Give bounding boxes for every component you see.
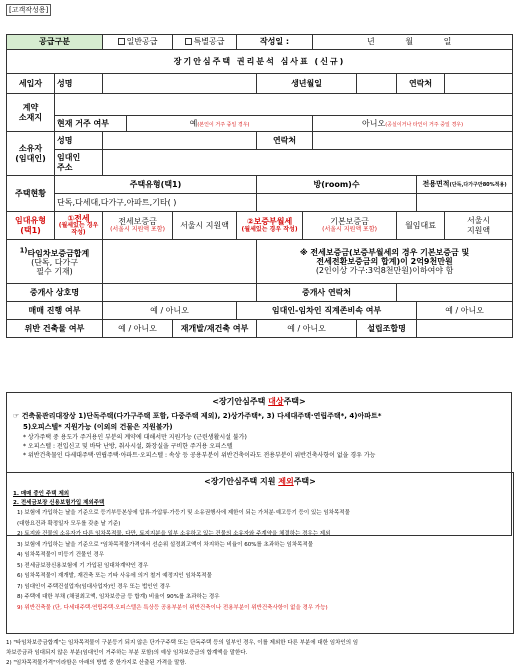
owner-address-field[interactable]	[103, 150, 513, 176]
tenant-birth-field[interactable]	[357, 74, 397, 94]
exclude-item: 4) 임차목적물이 미등기 건물인 경우	[17, 552, 105, 558]
tenant-name-field[interactable]	[103, 74, 257, 94]
jeonse-deposit-label: 전세보증금 (서울시 지원액 포함)	[103, 212, 173, 240]
exclude-item: (대항요건과 확정일자 모두를 갖춘 날 기준)	[17, 520, 121, 527]
relative-label: 임대인-임차인 직계존비속 여부	[237, 302, 417, 320]
owner-contact-field[interactable]	[313, 132, 513, 150]
written-date-field[interactable]: 년 월 일	[313, 35, 513, 50]
seoul-support-label: 서울시 지원액	[173, 212, 237, 240]
target-box-title: <장기안심주택 대상주택>	[212, 397, 306, 406]
general-checkbox[interactable]	[118, 38, 125, 45]
deposit-sum-note: ※ 전세보증금(보증부월세의 경우 기본보증금 및 전세전환보증금의 합계)이 2억9천만원 (2인이상 가구:3억8천만원)이하여야 함	[257, 240, 513, 284]
banjeonse-option[interactable]: ②보증부월세 (월세있는 경우 작성)	[237, 212, 303, 240]
sale-options[interactable]: 예 / 아니오	[103, 302, 237, 320]
exclude-item: 9) 위반건축물 (단, 다세대주택·연립주택·오피스텔은 특상등 공용부분이 위반건축이나 전용부분이 위반건축사항이 없을 경우 가능)	[17, 604, 328, 611]
target-line-4: * 오피스텔 : 전입신고 및 바닥 난방, 취사시설, 화장실을 구비한 주거용 오피스텔	[23, 443, 233, 450]
special-supply-option[interactable]: 특별공급	[173, 35, 237, 50]
tenant-birth-label: 생년월일	[257, 74, 357, 94]
deposit-sum-label: $^{1)}$타임차보증금합계 (단독, 다가구 필수 기재)	[7, 240, 103, 284]
footnote-3: 2) "임차목적물가격"이라함은 아래의 방법 중 한가지로 산출된 가격을 말함.	[6, 660, 187, 666]
agency-name-label: 중개사 상호명	[7, 284, 103, 302]
residence-label: 현재 거주 여부	[55, 116, 127, 132]
residence-yes-option[interactable]: 예(본인이 거주 중일 경우)	[127, 116, 313, 132]
exclude-item: 3) 보험에 가입하는 날을 기준으로 ²임차목적물가격에서 선순위 설정최고액이 차지하는 비율이 60%를 초과하는 임차목적물	[17, 541, 314, 548]
exclude-item: 6) 임차목적물이 재개발, 재건축 또는 기타 사유에 의거 철거 예정지인 임차목적물	[17, 573, 212, 579]
target-line-2: 5)오피스텔* 지원가능 (이외의 건물은 지원불가)	[23, 423, 173, 431]
general-supply-option[interactable]: 일반공급	[103, 35, 173, 50]
target-line-1: ☞ 건축물관리대장상 1)단독주택(다가구주택 포함, 다중주택 제외), 2)상가주택*, 3) 다세대주택·연립주택*, 4)아파트*	[13, 412, 382, 420]
exclude-item: 5) 전세금보장신용보험에 기 가입된 임대차계약인 경우	[17, 562, 149, 569]
deposit-sum-field[interactable]	[103, 240, 257, 284]
owner-name-label: 성명	[55, 132, 103, 150]
violation-options[interactable]: 예 / 아니오	[103, 320, 173, 338]
exclude-items-list	[7, 508, 513, 613]
tenant-contact-field[interactable]	[445, 74, 513, 94]
relative-options[interactable]: 예 / 아니오	[417, 302, 513, 320]
target-line-3: * 상가주택 중 용도가 주거용인 부분의 계약에 대해서만 지원가능 (근린생활시설 불가)	[23, 434, 247, 441]
tenant-contact-label: 연락처	[397, 74, 445, 94]
area-label: 전용면적(단독,다가구만80%적용)	[417, 176, 513, 194]
exclude-box-title: <장기안심주택 지원 제외주택>	[204, 477, 316, 486]
exclude-housing-box	[6, 472, 514, 634]
monthly-rent-label: 월임대료	[397, 212, 445, 240]
area-field[interactable]	[417, 194, 513, 212]
contract-address-label: 계약 소재지	[7, 94, 55, 132]
sale-label: 매매 진행 여부	[7, 302, 103, 320]
lease-type-label: 임대유형 (택1)	[7, 212, 55, 240]
contract-address-field[interactable]	[55, 94, 513, 116]
exclude-heading-1: 1. 매매 중인 주택 제외	[13, 491, 70, 497]
union-label: 설립조합명	[357, 320, 417, 338]
rooms-label: 방(room)수	[257, 176, 417, 194]
special-checkbox[interactable]	[185, 38, 192, 45]
form-tag: [고객작성용]	[6, 4, 51, 16]
agency-contact-label: 중개사 연락처	[257, 284, 397, 302]
exclude-item: 1) 보험에 가입하는 날을 기준으로 등기부등본상에 압류·가압류·가등기 및 소유권행사에 제한이 되는 가처분·예고등기 등이 있는 임차목적물	[17, 510, 350, 516]
target-line-5: * 위반건축물인 다세대주택·연립주택·아파트·오피스텔 : 속상 등 공용부분이 위반건축이라도 전용부분이 위반건축사항이 없을 경우 가능	[23, 452, 376, 459]
written-date-label: 작성일 :	[237, 35, 313, 50]
housing-type-label: 주택유형(택1)	[55, 176, 257, 194]
housing-label: 주택현황	[7, 176, 55, 212]
supply-type-label: 공급구분	[7, 35, 103, 50]
exclude-item: 8) 주택에 대한 부채 (채권최고액, 임차보증금 등 합계) 비율이 90%를 초과하는 경우	[17, 594, 220, 600]
tenant-label: 세입자	[7, 74, 55, 94]
footnote-2: 차보증금과 임대되지 않은 부분(임대인이 거주하는 부분 포함)의 예상 임차보증금의 합계액을 말한다.	[6, 650, 248, 656]
exclude-heading-2: 2. 전세금보장 신용보험가입 제외주택	[13, 500, 105, 506]
violation-label: 위반 건축물 여부	[7, 320, 103, 338]
agency-name-field[interactable]	[103, 284, 257, 302]
union-field[interactable]	[417, 320, 513, 338]
base-deposit-label: 기본보증금 (서울시 지원액 포함)	[303, 212, 397, 240]
owner-label: 소유자 (임대인)	[7, 132, 55, 176]
footnote-1: 1) "타임차보증금합계"는 임차목적물이 구분등기 되지 않은 단가구주택 또는 단독주택 등의 일부인 경우, 이를 제외한 다른 부분에 대한 임차인의 임	[6, 640, 359, 646]
exclude-item: 2) 토지와 건물의 소유자가 다른 임차목적물. 다만, 토지지분을 일부 소유하고 있는 건물의 소유자와 주계약을 체결하는 경우는 제외	[17, 531, 331, 537]
residence-no-option[interactable]: 아니오(공실이거나 타인이 거주 중일 경우)	[313, 116, 513, 132]
review-form	[6, 34, 513, 338]
tenant-name-label: 성명	[55, 74, 103, 94]
rooms-field[interactable]	[257, 194, 417, 212]
housing-type-options[interactable]: 단독,다세대,다가구,아파트,기타( )	[55, 194, 257, 212]
redevelop-label: 재개발/재건축 여부	[173, 320, 257, 338]
page-title: 장기안심주택 권리분석 심사표 (신규)	[7, 50, 513, 74]
jeonse-option[interactable]: ①전세 (월세있는 경우 작성)	[55, 212, 103, 240]
owner-name-field[interactable]	[103, 132, 257, 150]
exclude-item: 7) 임대인이 주택건설업자(임대사업자)인 경우 또는 법인인 경우	[17, 583, 171, 590]
owner-address-label: 임대인 주소	[55, 150, 103, 176]
redevelop-options[interactable]: 예 / 아니오	[257, 320, 357, 338]
owner-contact-label: 연락처	[257, 132, 313, 150]
agency-contact-field[interactable]	[397, 284, 513, 302]
seoul-support-label-2: 서울시 지원액	[445, 212, 513, 240]
